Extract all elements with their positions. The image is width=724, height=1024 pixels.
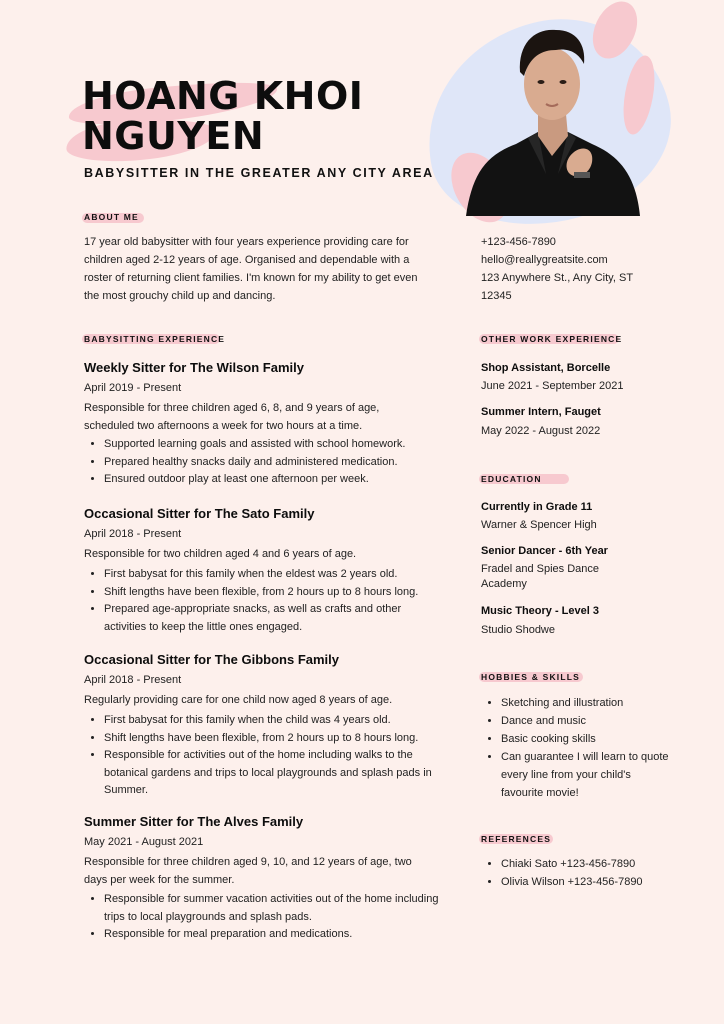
about-line: the most grouchy child up and dancing.: [84, 290, 276, 302]
about-heading: ABOUT ME: [84, 212, 139, 222]
list-item: • Shift lengths have been flexible, from 2 hours up to 8 hours long.: [104, 584, 444, 602]
job-description: [84, 399, 444, 435]
list-item: • First babysat for this family when the child was 4 years old.: [104, 712, 444, 730]
list-item: • Dance and music: [501, 712, 676, 730]
list-item: • Can guarantee I will learn to quote every line from your child's favourite movie!: [501, 748, 676, 802]
experience-heading: BABYSITTING EXPERIENCE: [84, 334, 226, 344]
tagline: BABYSITTER IN THE GREATER ANY CITY AREA: [84, 166, 434, 180]
list-item: • Prepared healthy snacks daily and administered medication.: [104, 454, 444, 472]
list-item: • Supported learning goals and assisted with school homework.: [104, 436, 444, 454]
education-place: Studio Shodwe: [481, 624, 555, 636]
list-item: • Sketching and illustration: [501, 694, 676, 712]
job-description: [84, 545, 444, 563]
references-list: [481, 855, 701, 891]
education-heading: EDUCATION: [481, 474, 542, 484]
job-title: Summer Sitter for The Alves Family: [84, 814, 304, 829]
about-line: roster of returning client families. I'm known for my ability to get even: [84, 272, 418, 284]
work-title: Summer Intern, Fauget: [481, 406, 601, 418]
job-dates: April 2019 - Present: [84, 382, 182, 394]
job-dates: April 2018 - Present: [84, 528, 182, 540]
about-text: [84, 233, 444, 305]
job-bullets: [84, 891, 444, 944]
list-item: • Olivia Wilson +123-456-7890: [501, 873, 701, 891]
job-bullets: [84, 436, 444, 489]
job-description-line: Responsible for three children aged 6, 8, and 9 years of age,: [84, 402, 380, 414]
contact-address: 12345: [481, 290, 512, 302]
profile-photo: [458, 6, 646, 224]
list-item: • Responsible for summer vacation activities out of the home including trips to local playgrounds and splash pads.: [104, 891, 444, 926]
job-description-line: Regularly providing care for one child now aged 8 years of age.: [84, 694, 393, 706]
work-dates: June 2021 - September 2021: [481, 380, 624, 392]
candidate-name: [82, 76, 363, 156]
hobbies-heading: HOBBIES & SKILLS: [481, 672, 581, 682]
contact-info: [481, 233, 681, 305]
education-place: Fradel and Spies Dance Academy: [481, 563, 600, 590]
job-dates: May 2021 - August 2021: [84, 836, 204, 848]
job-title: Occasional Sitter for The Gibbons Family: [84, 652, 339, 667]
job-dates: April 2018 - Present: [84, 674, 182, 686]
education-title: Music Theory - Level 3: [481, 605, 599, 617]
contact-email: hello@reallygreatsite.com: [481, 254, 608, 266]
name-line-2: NGUYEN: [82, 114, 265, 158]
list-item: • Prepared age-appropriate snacks, as well as crafts and other activities to keep the little ones engaged.: [104, 601, 444, 636]
contact-address: 123 Anywhere St., Any City, ST: [481, 272, 634, 284]
hobbies-list: [481, 694, 676, 802]
list-item: • Responsible for activities out of the home including walks to the botanical gardens and trips to local playgrounds and splash pads in Summer.: [104, 747, 444, 800]
list-item: • Chiaki Sato +123-456-7890: [501, 855, 701, 873]
job-description: [84, 853, 444, 889]
about-line: children aged 2-12 years of age. Organised and dependable with a: [84, 254, 410, 266]
name-line-1: HOANG KHOI: [82, 74, 364, 118]
list-item: • Shift lengths have been flexible, from 2 hours up to 8 hours long.: [104, 730, 444, 748]
job-description-line: days per week for the summer.: [84, 874, 235, 886]
list-item: • Ensured outdoor play at least one afternoon per week.: [104, 471, 444, 489]
job-description: [84, 691, 444, 709]
education-place: Warner & Spencer High: [481, 519, 597, 531]
job-title: Weekly Sitter for The Wilson Family: [84, 360, 304, 375]
references-heading: REFERENCES: [481, 834, 552, 844]
education-title: Currently in Grade 11: [481, 501, 593, 513]
list-item: • First babysat for this family when the eldest was 2 years old.: [104, 566, 444, 584]
list-item: • Basic cooking skills: [501, 730, 676, 748]
list-item: • Responsible for meal preparation and medications.: [104, 926, 444, 944]
job-description-line: scheduled two afternoons a week for two hours at a time.: [84, 420, 363, 432]
work-dates: May 2022 - August 2022: [481, 425, 601, 437]
job-title: Occasional Sitter for The Sato Family: [84, 506, 315, 521]
other-work-heading: OTHER WORK EXPERIENCE: [481, 334, 623, 344]
job-description-line: Responsible for two children aged 4 and 6 years of age.: [84, 548, 357, 560]
job-bullets: [84, 566, 444, 636]
contact-phone: +123-456-7890: [481, 236, 556, 248]
job-bullets: [84, 712, 444, 800]
work-title: Shop Assistant, Borcelle: [481, 362, 611, 374]
education-title: Senior Dancer - 6th Year: [481, 545, 608, 557]
job-description-line: Responsible for three children aged 9, 10, and 12 years of age, two: [84, 856, 412, 868]
about-line: 17 year old babysitter with four years experience providing care for: [84, 236, 409, 248]
